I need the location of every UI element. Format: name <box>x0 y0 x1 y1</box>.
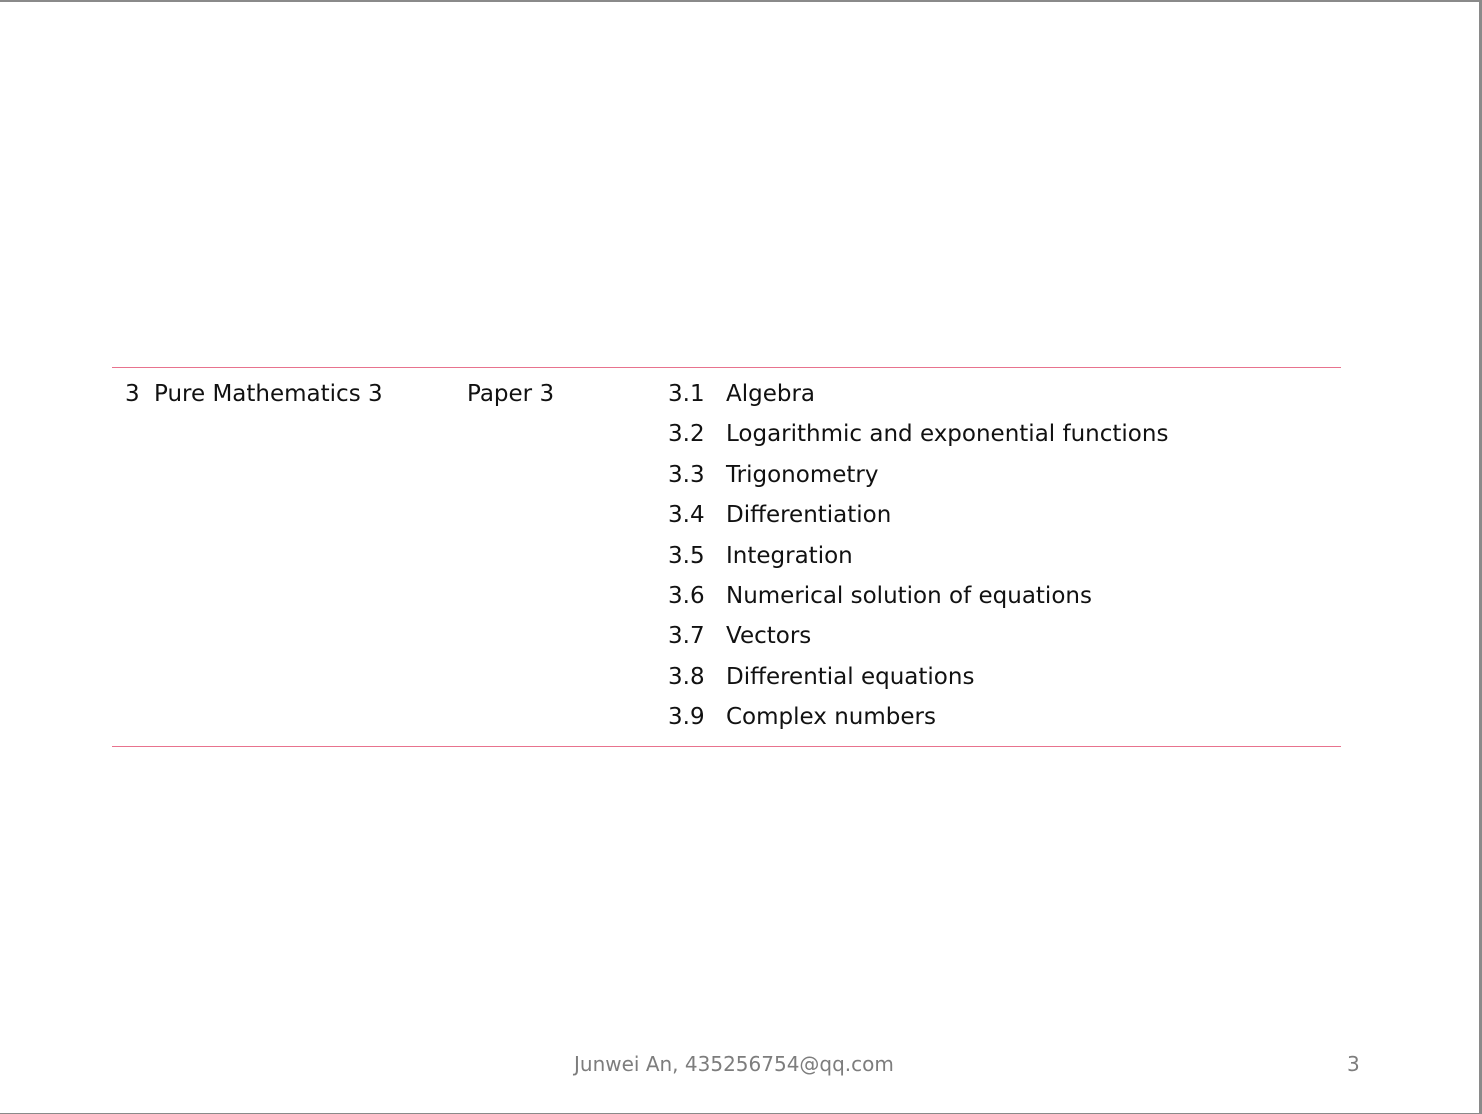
topic-number: 3.5 <box>668 542 705 569</box>
topic-item <box>668 500 1168 540</box>
topic-label: Trigonometry <box>726 461 879 488</box>
topic-label: Vectors <box>726 623 812 650</box>
topic-number: 3.2 <box>668 421 705 448</box>
topic-item <box>668 379 1168 419</box>
topic-item <box>668 419 1168 459</box>
topic-label: Differential equations <box>726 663 975 690</box>
topic-label: Algebra <box>726 381 816 407</box>
topic-item <box>668 621 1168 661</box>
topic-item <box>668 662 1168 702</box>
topic-number: 3.6 <box>668 582 705 609</box>
topic-item <box>668 460 1168 500</box>
topic-number: 3.9 <box>668 704 705 731</box>
topic-number: 3.7 <box>668 623 705 650</box>
topic-label: Integration <box>726 542 853 569</box>
paper-label: Paper 3 <box>467 381 555 407</box>
topic-item <box>668 541 1168 581</box>
topic-item <box>668 581 1168 621</box>
footer-author: Junwei An, 435256754@qq.com <box>574 1052 894 1076</box>
table-top-rule <box>112 367 1341 368</box>
topic-item <box>668 702 1168 742</box>
topic-label: Complex numbers <box>726 704 936 731</box>
topic-number: 3.3 <box>668 461 705 488</box>
topic-number: 3.8 <box>668 663 705 690</box>
topic-number: 3.4 <box>668 502 705 529</box>
topic-label: Differentiation <box>726 502 892 529</box>
table-bottom-rule <box>112 746 1341 747</box>
topic-label: Logarithmic and exponential functions <box>726 421 1169 448</box>
topic-number: 3.1 <box>668 381 705 407</box>
unit-number: 3 <box>125 381 140 407</box>
page-number: 3 <box>1347 1052 1360 1076</box>
topic-label: Numerical solution of equations <box>726 582 1092 609</box>
unit-title: Pure Mathematics 3 <box>154 381 383 407</box>
topic-list <box>668 379 1168 743</box>
